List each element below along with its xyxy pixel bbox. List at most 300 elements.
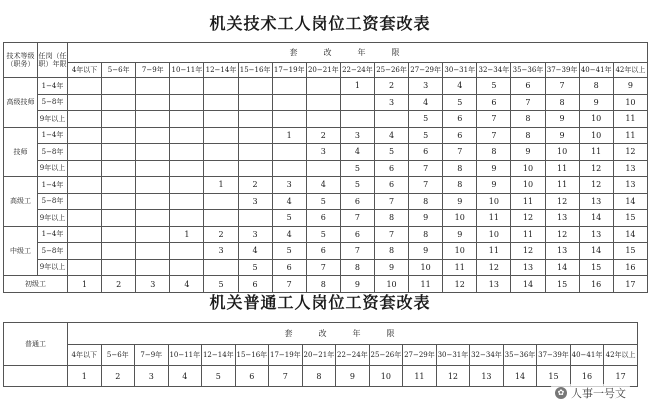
- table-row: [4, 226, 648, 243]
- value-cell: 8: [340, 259, 374, 276]
- table-row: [4, 366, 638, 387]
- table-row: [4, 111, 648, 128]
- value-cell: 9: [477, 160, 511, 177]
- row-label: 普通工: [4, 323, 68, 366]
- value-cell: 6: [306, 243, 340, 260]
- value-cell: 6: [374, 177, 408, 194]
- value-cell: 3: [340, 127, 374, 144]
- column-header: 32−34年: [470, 345, 504, 366]
- value-cell: 9: [409, 210, 443, 227]
- value-cell: [238, 78, 272, 95]
- table-row: [4, 94, 648, 111]
- value-cell: [340, 94, 374, 111]
- value-cell: 9: [443, 226, 477, 243]
- value-cell: 6: [443, 111, 477, 128]
- value-cell: 12: [436, 366, 470, 387]
- value-cell: [68, 78, 102, 95]
- value-cell: [102, 127, 136, 144]
- value-cell: 7: [340, 210, 374, 227]
- value-cell: [68, 177, 102, 194]
- value-cell: [170, 144, 204, 161]
- tenure-label: 5−8年: [38, 243, 68, 260]
- value-cell: 11: [545, 177, 579, 194]
- value-cell: [204, 127, 238, 144]
- table-row: [4, 127, 648, 144]
- column-header: 20−21年: [306, 63, 340, 78]
- value-cell: [238, 160, 272, 177]
- value-cell: 15: [545, 276, 579, 293]
- tenure-label: 1−4年: [38, 78, 68, 95]
- tenure-label: 9年以上: [38, 210, 68, 227]
- value-cell: 12: [511, 243, 545, 260]
- tenure-label: 1−4年: [38, 127, 68, 144]
- column-header: 12−14年: [204, 63, 238, 78]
- grade-label: 技师: [4, 127, 38, 177]
- value-cell: [204, 193, 238, 210]
- value-cell: 5: [409, 111, 443, 128]
- value-cell: [272, 144, 306, 161]
- column-header: 12−14年: [202, 345, 236, 366]
- value-cell: 14: [613, 193, 647, 210]
- value-cell: 7: [511, 94, 545, 111]
- column-header: 7−9年: [135, 345, 169, 366]
- value-cell: 2: [238, 177, 272, 194]
- value-cell: 8: [511, 111, 545, 128]
- column-header: 7−9年: [136, 63, 170, 78]
- value-cell: 13: [579, 193, 613, 210]
- value-cell: 13: [613, 160, 647, 177]
- value-cell: 5: [204, 276, 238, 293]
- tenure-label: 5−8年: [38, 144, 68, 161]
- value-cell: [102, 226, 136, 243]
- value-cell: 8: [477, 144, 511, 161]
- value-cell: 6: [374, 160, 408, 177]
- value-cell: 17: [613, 276, 647, 293]
- column-header: 22−24年: [340, 63, 374, 78]
- column-header: 42年以上: [604, 345, 638, 366]
- value-cell: 9: [511, 144, 545, 161]
- value-cell: 1: [272, 127, 306, 144]
- value-cell: [204, 160, 238, 177]
- value-cell: 12: [545, 226, 579, 243]
- value-cell: [102, 210, 136, 227]
- value-cell: 9: [579, 94, 613, 111]
- column-header: 15−16年: [235, 345, 269, 366]
- value-cell: [306, 160, 340, 177]
- corner-level-cell: 技术等级（职务）: [4, 43, 38, 78]
- value-cell: 12: [579, 160, 613, 177]
- value-cell: [272, 94, 306, 111]
- value-cell: 6: [235, 366, 269, 387]
- value-cell: 10: [511, 160, 545, 177]
- value-cell: [136, 193, 170, 210]
- value-cell: 10: [477, 226, 511, 243]
- column-header: 27−29年: [409, 63, 443, 78]
- value-cell: 4: [272, 226, 306, 243]
- value-cell: [340, 111, 374, 128]
- value-cell: 9: [545, 111, 579, 128]
- value-cell: [68, 94, 102, 111]
- value-cell: 16: [570, 366, 604, 387]
- value-cell: 14: [511, 276, 545, 293]
- value-cell: 7: [272, 276, 306, 293]
- value-cell: 7: [477, 111, 511, 128]
- value-cell: 14: [503, 366, 537, 387]
- value-cell: 10: [545, 144, 579, 161]
- value-cell: 8: [302, 366, 336, 387]
- value-cell: [306, 111, 340, 128]
- value-cell: 7: [306, 259, 340, 276]
- value-cell: 14: [579, 210, 613, 227]
- value-cell: 4: [170, 276, 204, 293]
- value-cell: 10: [369, 366, 403, 387]
- value-cell: 3: [272, 177, 306, 194]
- value-cell: [306, 94, 340, 111]
- value-cell: [238, 210, 272, 227]
- value-cell: 4: [374, 127, 408, 144]
- value-cell: 6: [306, 210, 340, 227]
- value-cell: 8: [579, 78, 613, 95]
- value-cell: 7: [374, 193, 408, 210]
- value-cell: [204, 210, 238, 227]
- value-cell: 8: [374, 210, 408, 227]
- value-cell: 13: [579, 226, 613, 243]
- column-header: 27−29年: [403, 345, 437, 366]
- value-cell: 9: [545, 127, 579, 144]
- grade-label: 高级工: [4, 177, 38, 227]
- column-header: 4年以下: [68, 345, 102, 366]
- header-row: [4, 43, 648, 63]
- value-cell: 12: [579, 177, 613, 194]
- value-cell: 11: [545, 160, 579, 177]
- value-cell: [136, 259, 170, 276]
- value-cell: 13: [613, 177, 647, 194]
- value-cell: 5: [477, 78, 511, 95]
- value-cell: 6: [409, 144, 443, 161]
- column-header-row: [4, 63, 648, 78]
- value-cell: [68, 160, 102, 177]
- value-cell: 7: [269, 366, 303, 387]
- value-cell: [204, 111, 238, 128]
- value-cell: 8: [409, 226, 443, 243]
- value-cell: [170, 127, 204, 144]
- value-cell: 4: [238, 243, 272, 260]
- column-header-row: [4, 345, 638, 366]
- value-cell: 15: [537, 366, 571, 387]
- value-cell: 5: [340, 160, 374, 177]
- value-cell: 14: [545, 259, 579, 276]
- value-cell: [136, 210, 170, 227]
- value-cell: 13: [545, 210, 579, 227]
- value-cell: [136, 144, 170, 161]
- watermark: [551, 384, 630, 402]
- value-cell: [204, 144, 238, 161]
- value-cell: [136, 111, 170, 128]
- value-cell: 9: [340, 276, 374, 293]
- value-cell: 7: [545, 78, 579, 95]
- value-cell: 11: [613, 127, 647, 144]
- value-cell: 2: [102, 276, 136, 293]
- value-cell: 11: [477, 210, 511, 227]
- value-cell: [238, 144, 272, 161]
- column-header: 40−41年: [579, 63, 613, 78]
- value-cell: 2: [101, 366, 135, 387]
- value-cell: 5: [306, 193, 340, 210]
- corner-tenure-cell: 任岗（任职）年限: [38, 43, 68, 78]
- value-cell: [238, 127, 272, 144]
- value-cell: 6: [511, 78, 545, 95]
- span-header: 套改年限: [68, 43, 648, 63]
- value-cell: 9: [336, 366, 370, 387]
- column-header: 35−36年: [511, 63, 545, 78]
- watermark-text: 人事一号文: [571, 387, 626, 400]
- value-cell: 9: [443, 193, 477, 210]
- column-header: 10−11年: [168, 345, 202, 366]
- value-cell: [136, 127, 170, 144]
- value-cell: 7: [443, 144, 477, 161]
- value-cell: [170, 111, 204, 128]
- value-cell: [136, 94, 170, 111]
- value-cell: 16: [579, 276, 613, 293]
- value-cell: [204, 259, 238, 276]
- value-cell: 12: [477, 259, 511, 276]
- value-cell: 10: [511, 177, 545, 194]
- value-cell: [170, 160, 204, 177]
- column-header: 25−26年: [374, 63, 408, 78]
- grade-label: 初级工: [4, 276, 68, 293]
- value-cell: 10: [477, 193, 511, 210]
- value-cell: 12: [511, 210, 545, 227]
- value-cell: 3: [409, 78, 443, 95]
- value-cell: 11: [409, 276, 443, 293]
- value-cell: 4: [340, 144, 374, 161]
- table-row: [4, 177, 648, 194]
- column-header: 40−41年: [570, 345, 604, 366]
- tenure-label: 9年以上: [38, 160, 68, 177]
- header-row: [4, 323, 638, 345]
- value-cell: 5: [238, 259, 272, 276]
- table-row: [4, 259, 648, 276]
- table2-title: 机关普通工人岗位工资套改表: [209, 293, 431, 312]
- value-cell: 9: [374, 259, 408, 276]
- column-header: 4年以下: [68, 63, 102, 78]
- value-cell: [170, 177, 204, 194]
- tenure-label: 9年以上: [38, 111, 68, 128]
- column-header: 42年以上: [613, 63, 647, 78]
- wechat-icon: ✿: [555, 387, 567, 399]
- value-cell: 3: [306, 144, 340, 161]
- value-cell: [102, 177, 136, 194]
- value-cell: 8: [443, 177, 477, 194]
- value-cell: 13: [470, 366, 504, 387]
- value-cell: 14: [613, 226, 647, 243]
- value-cell: 3: [136, 276, 170, 293]
- value-cell: [374, 111, 408, 128]
- value-cell: 11: [511, 193, 545, 210]
- value-cell: [170, 259, 204, 276]
- table-row: [4, 144, 648, 161]
- value-cell: 6: [238, 276, 272, 293]
- value-cell: 7: [477, 127, 511, 144]
- value-cell: 16: [613, 259, 647, 276]
- value-cell: 5: [340, 177, 374, 194]
- value-cell: 1: [170, 226, 204, 243]
- value-cell: 2: [374, 78, 408, 95]
- value-cell: 5: [443, 94, 477, 111]
- value-cell: [68, 243, 102, 260]
- value-cell: [68, 226, 102, 243]
- value-cell: [102, 111, 136, 128]
- value-cell: 15: [613, 243, 647, 260]
- value-cell: [204, 94, 238, 111]
- table-row: [4, 193, 648, 210]
- column-header: 5−6年: [102, 63, 136, 78]
- value-cell: [68, 127, 102, 144]
- value-cell: 12: [613, 144, 647, 161]
- value-cell: [136, 243, 170, 260]
- value-cell: [170, 193, 204, 210]
- value-cell: [68, 144, 102, 161]
- value-cell: 10: [409, 259, 443, 276]
- value-cell: 13: [511, 259, 545, 276]
- tenure-label: 5−8年: [38, 193, 68, 210]
- value-cell: [136, 78, 170, 95]
- value-cell: [68, 259, 102, 276]
- value-cell: 5: [272, 243, 306, 260]
- value-cell: 4: [306, 177, 340, 194]
- grade-label: 高级技师: [4, 78, 38, 128]
- span-header: 套改年限: [68, 323, 638, 345]
- value-cell: [68, 193, 102, 210]
- value-cell: 11: [477, 243, 511, 260]
- column-header: 15−16年: [238, 63, 272, 78]
- empty-cell: [4, 366, 68, 387]
- column-header: 37−39年: [537, 345, 571, 366]
- value-cell: 8: [545, 94, 579, 111]
- value-cell: 7: [374, 226, 408, 243]
- value-cell: [102, 78, 136, 95]
- value-cell: 8: [511, 127, 545, 144]
- value-cell: 1: [340, 78, 374, 95]
- grade-label: 中级工: [4, 226, 38, 276]
- column-header: 37−39年: [545, 63, 579, 78]
- value-cell: 10: [443, 210, 477, 227]
- value-cell: 10: [579, 111, 613, 128]
- value-cell: 2: [204, 226, 238, 243]
- value-cell: [238, 111, 272, 128]
- tenure-label: 1−4年: [38, 177, 68, 194]
- column-header: 32−34年: [477, 63, 511, 78]
- value-cell: 5: [409, 127, 443, 144]
- value-cell: 5: [202, 366, 236, 387]
- value-cell: 12: [443, 276, 477, 293]
- value-cell: [102, 160, 136, 177]
- value-cell: 7: [409, 160, 443, 177]
- value-cell: 4: [409, 94, 443, 111]
- value-cell: 9: [477, 177, 511, 194]
- value-cell: 11: [579, 144, 613, 161]
- value-cell: 3: [374, 94, 408, 111]
- value-cell: 15: [579, 259, 613, 276]
- value-cell: 1: [204, 177, 238, 194]
- column-header: 30−31年: [436, 345, 470, 366]
- value-cell: 10: [579, 127, 613, 144]
- value-cell: 6: [443, 127, 477, 144]
- value-cell: 5: [374, 144, 408, 161]
- value-cell: 4: [272, 193, 306, 210]
- value-cell: [68, 210, 102, 227]
- value-cell: [136, 226, 170, 243]
- value-cell: [170, 78, 204, 95]
- value-cell: 5: [272, 210, 306, 227]
- column-header: 30−31年: [443, 63, 477, 78]
- value-cell: [102, 243, 136, 260]
- table-row: [4, 78, 648, 95]
- table1-title: 机关技术工人岗位工资套改表: [209, 14, 431, 33]
- column-header: 35−36年: [503, 345, 537, 366]
- value-cell: 6: [340, 226, 374, 243]
- value-cell: [102, 94, 136, 111]
- value-cell: 11: [443, 259, 477, 276]
- value-cell: [170, 94, 204, 111]
- value-cell: [102, 259, 136, 276]
- value-cell: 13: [545, 243, 579, 260]
- value-cell: 3: [204, 243, 238, 260]
- value-cell: 7: [340, 243, 374, 260]
- value-cell: 11: [511, 226, 545, 243]
- value-cell: 8: [443, 160, 477, 177]
- value-cell: 17: [604, 366, 638, 387]
- value-cell: 6: [272, 259, 306, 276]
- value-cell: 9: [613, 78, 647, 95]
- value-cell: 15: [613, 210, 647, 227]
- value-cell: 4: [168, 366, 202, 387]
- value-cell: 7: [409, 177, 443, 194]
- value-cell: 3: [135, 366, 169, 387]
- value-cell: 2: [306, 127, 340, 144]
- column-header: 5−6年: [101, 345, 135, 366]
- value-cell: [204, 78, 238, 95]
- column-header: 20−21年: [302, 345, 336, 366]
- value-cell: 12: [545, 193, 579, 210]
- column-header: 22−24年: [336, 345, 370, 366]
- tech-worker-salary-table: [3, 42, 648, 293]
- value-cell: [272, 111, 306, 128]
- value-cell: [136, 160, 170, 177]
- value-cell: [238, 94, 272, 111]
- general-worker-salary-table: [3, 322, 638, 387]
- table-row: [4, 160, 648, 177]
- value-cell: 8: [306, 276, 340, 293]
- value-cell: [68, 111, 102, 128]
- value-cell: 1: [68, 276, 102, 293]
- value-cell: [272, 160, 306, 177]
- tenure-label: 9年以上: [38, 259, 68, 276]
- value-cell: [170, 210, 204, 227]
- value-cell: 3: [238, 226, 272, 243]
- value-cell: [102, 193, 136, 210]
- value-cell: [272, 78, 306, 95]
- value-cell: [170, 243, 204, 260]
- value-cell: 10: [443, 243, 477, 260]
- value-cell: 3: [238, 193, 272, 210]
- column-header: 17−19年: [269, 345, 303, 366]
- table-row: [4, 210, 648, 227]
- tenure-label: 1−4年: [38, 226, 68, 243]
- table-row: [4, 243, 648, 260]
- value-cell: 1: [68, 366, 102, 387]
- column-header: 10−11年: [170, 63, 204, 78]
